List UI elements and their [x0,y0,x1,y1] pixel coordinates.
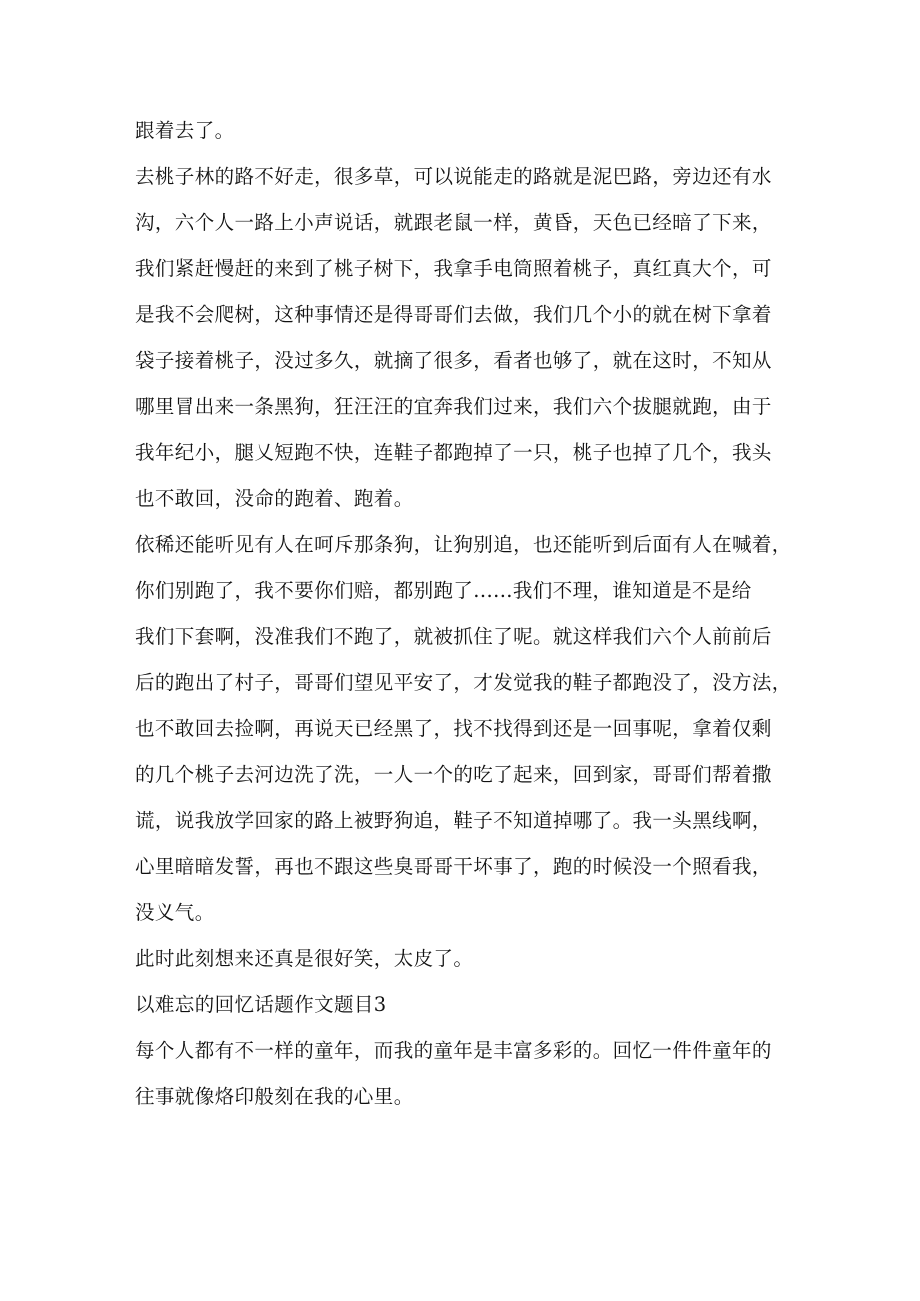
text-line: 我年纪小，腿乂短跑不快，连鞋子都跑掉了一只，桃子也掉了几个，我头 [135,441,772,464]
text-line: 往事就像烙印般刻在我的心里。 [135,1085,414,1108]
text-line: 是我不会爬树，这种事情还是得哥哥们去做，我们几个小的就在树下拿着 [135,303,772,326]
text-line: 心里暗暗发誓，再也不跟这些臭哥哥干坏事了，跑的时候没一个照看我， [135,855,772,878]
text-line: 袋子接着桃子，没过多久，就摘了很多，看者也够了，就在这时，不知从 [135,349,772,372]
text-line: 你们别跑了，我不要你们赔，都别跑了......我们不理，谁知道是不是给 [135,579,752,602]
section-heading: 以难忘的回忆话题作文题目3 [135,993,387,1016]
text-line: 我们下套啊，没准我们不跑了，就被抓住了呢。就这样我们六个人前前后 [135,625,772,648]
text-line: 依稀还能听见有人在呵斥那条狗，让狗别追，也还能听到后面有人在喊着， [135,533,792,556]
text-line: 此时此刻想来还真是很好笑，太皮了。 [135,947,474,970]
text-line: 哪里冒出来一条黑狗，狂汪汪的宜奔我们过来，我们六个拔腿就跑，由于 [135,395,772,418]
text-line: 没义气。 [135,901,215,924]
text-line: 的几个桃子去河边洗了洗，一人一个的吃了起来，回到家，哥哥们帮着撒 [135,763,772,786]
text-line: 我们紧赶慢赶的来到了桃子树下，我拿手电筒照着桃子，真红真大个，可 [135,257,772,280]
text-line: 谎，说我放学回家的路上被野狗追，鞋子不知道掉哪了。我一头黑线啊， [135,809,772,832]
text-line: 去桃子林的路不好走，很多草，可以说能走的路就是泥巴路，旁边还有水 [135,165,772,188]
text-line: 也不敢回去捡啊，再说天已经黑了，找不找得到还是一回事呢，拿着仅剩 [135,717,772,740]
text-line: 每个人都有不一样的童年，而我的童年是丰富多彩的。回忆一件件童年的 [135,1039,772,1062]
text-line: 沟，六个人一路上小声说话，就跟老鼠一样，黄昏，天色已经暗了下来， [135,211,772,234]
text-line: 跟着去了。 [135,119,235,142]
text-line: 后的跑出了村子，哥哥们望见平安了，才发觉我的鞋子都跑没了，没方法， [135,671,792,694]
document-body [135,108,795,1120]
text-line: 也不敢回，没命的跑着、跑着。 [135,487,414,510]
